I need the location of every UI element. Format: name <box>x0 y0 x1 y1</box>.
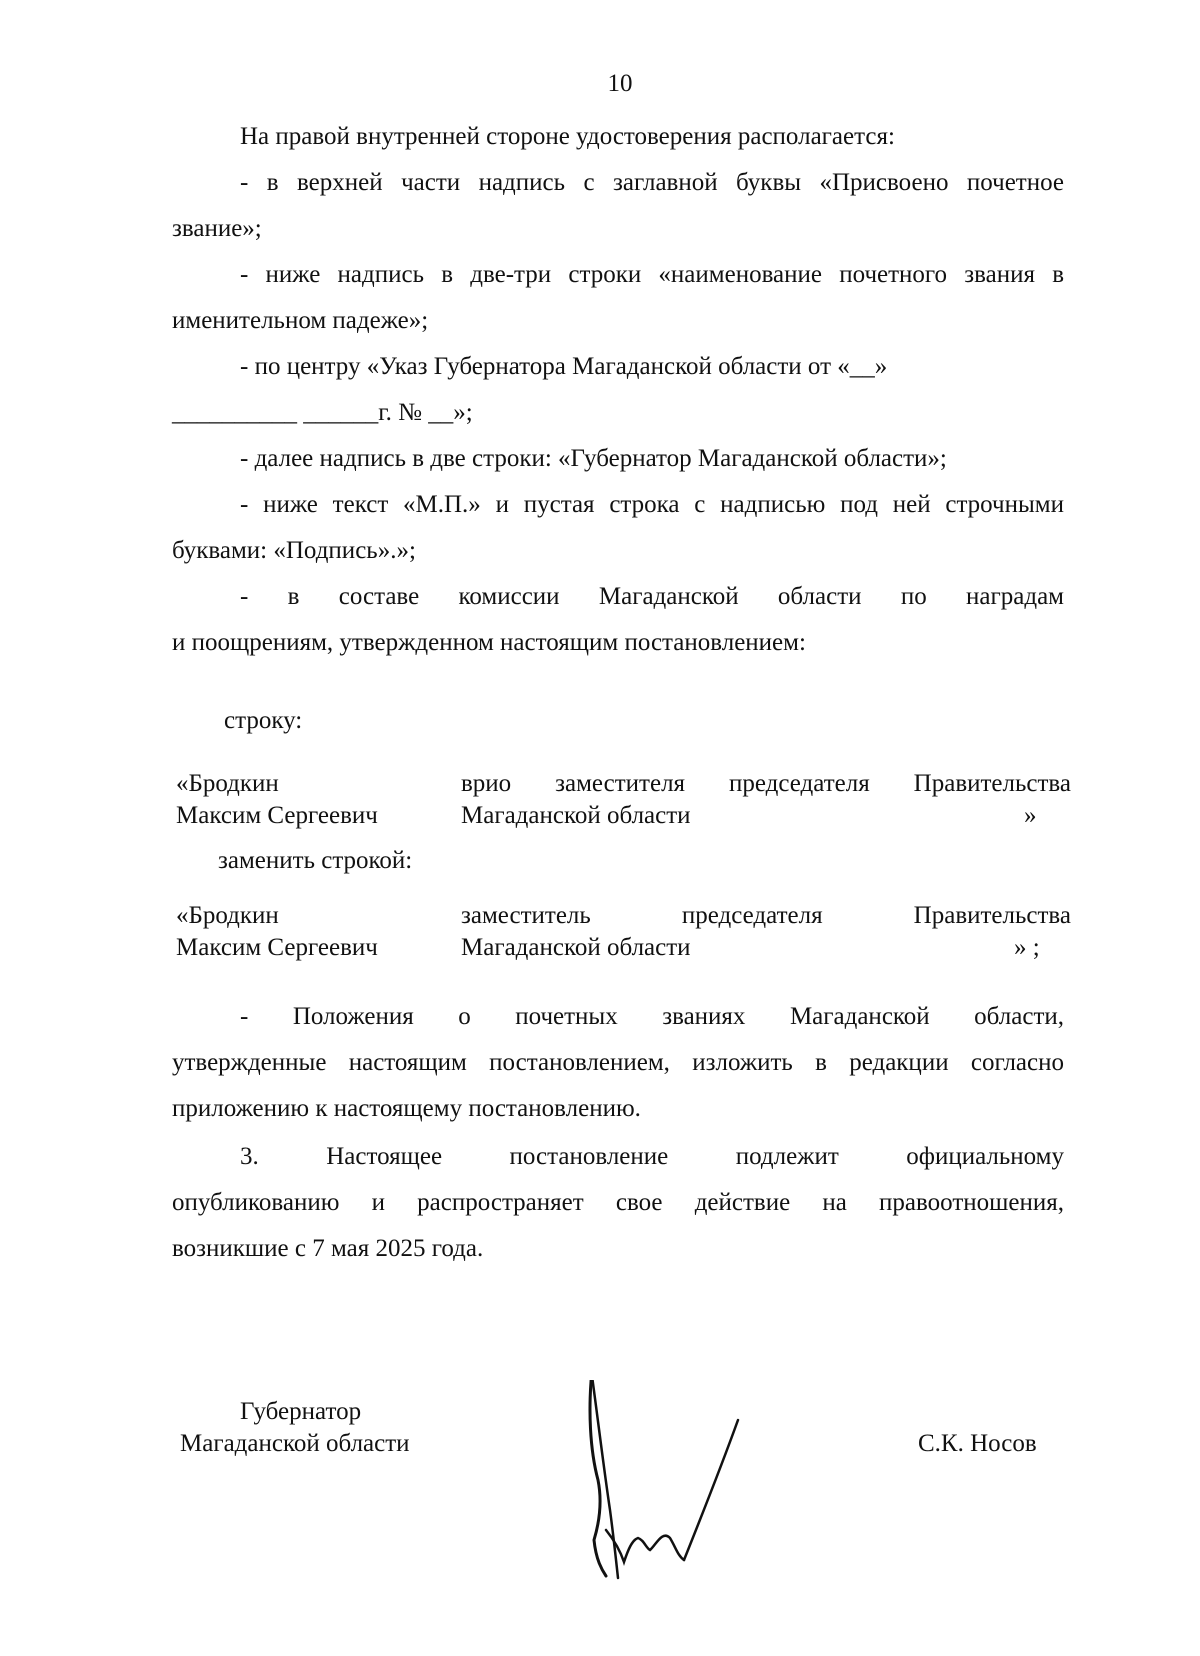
paragraph-line: утвержденные настоящим постановлением, изложить в редакции согласно <box>172 1049 1064 1076</box>
paragraph-line: буквами: «Подпись».»; <box>172 537 416 564</box>
label-stroku: строку: <box>224 707 303 734</box>
closing-quote: » <box>1024 802 1037 829</box>
paragraph-line: именительном падеже»; <box>172 307 429 334</box>
paragraph-line: - в верхней части надпись с заглавной буквы «Присвоено почетное <box>240 169 1064 196</box>
signatory-name: С.К. Носов <box>918 1430 1037 1457</box>
paragraph-line: __________ ______г. № __»; <box>172 399 473 426</box>
name-line: Максим Сергеевич <box>176 802 378 829</box>
position-line: врио заместителя председателя Правительства <box>461 770 1071 797</box>
name-line: «Бродкин <box>176 770 279 797</box>
handwritten-signature <box>580 1380 780 1590</box>
paragraph-line: приложению к настоящему постановлению. <box>172 1095 641 1122</box>
signatory-title-line: Магаданской области <box>180 1430 410 1457</box>
paragraph-line: - по центру «Указ Губернатора Магаданской области от «__» <box>240 353 888 380</box>
paragraph-line: и поощрениям, утвержденном настоящим постановлением: <box>172 629 806 656</box>
paragraph-line: На правой внутренней стороне удостоверения располагается: <box>240 123 895 150</box>
position-line: заместитель председателя Правительства <box>461 902 1071 929</box>
paragraph-line: звание»; <box>172 215 262 242</box>
position-line: Магаданской области <box>461 802 691 829</box>
signatory-title-line: Губернатор <box>240 1398 362 1425</box>
paragraph-line: - в составе комиссии Магаданской области по наградам <box>240 583 1064 610</box>
paragraph-line: - Положения о почетных званиях Магаданской области, <box>240 1003 1064 1030</box>
name-line: «Бродкин <box>176 902 279 929</box>
paragraph-line: 3. Настоящее постановление подлежит официальному <box>240 1143 1064 1170</box>
paragraph-line: возникшие с 7 мая 2025 года. <box>172 1235 484 1262</box>
page-number: 10 <box>607 70 633 97</box>
paragraph-line: - ниже надпись в две-три строки «наименование почетного звания в <box>240 261 1064 288</box>
paragraph-line: - ниже текст «М.П.» и пустая строка с надписью под ней строчными <box>240 491 1064 518</box>
paragraph-line: - далее надпись в две строки: «Губернатор Магаданской области»; <box>240 445 947 472</box>
label-zamenit: заменить строкой: <box>218 847 413 874</box>
paragraph-line: опубликованию и распространяет свое действие на правоотношения, <box>172 1189 1064 1216</box>
name-line: Максим Сергеевич <box>176 934 378 961</box>
closing-quote: » ; <box>1014 934 1040 961</box>
position-line: Магаданской области <box>461 934 691 961</box>
